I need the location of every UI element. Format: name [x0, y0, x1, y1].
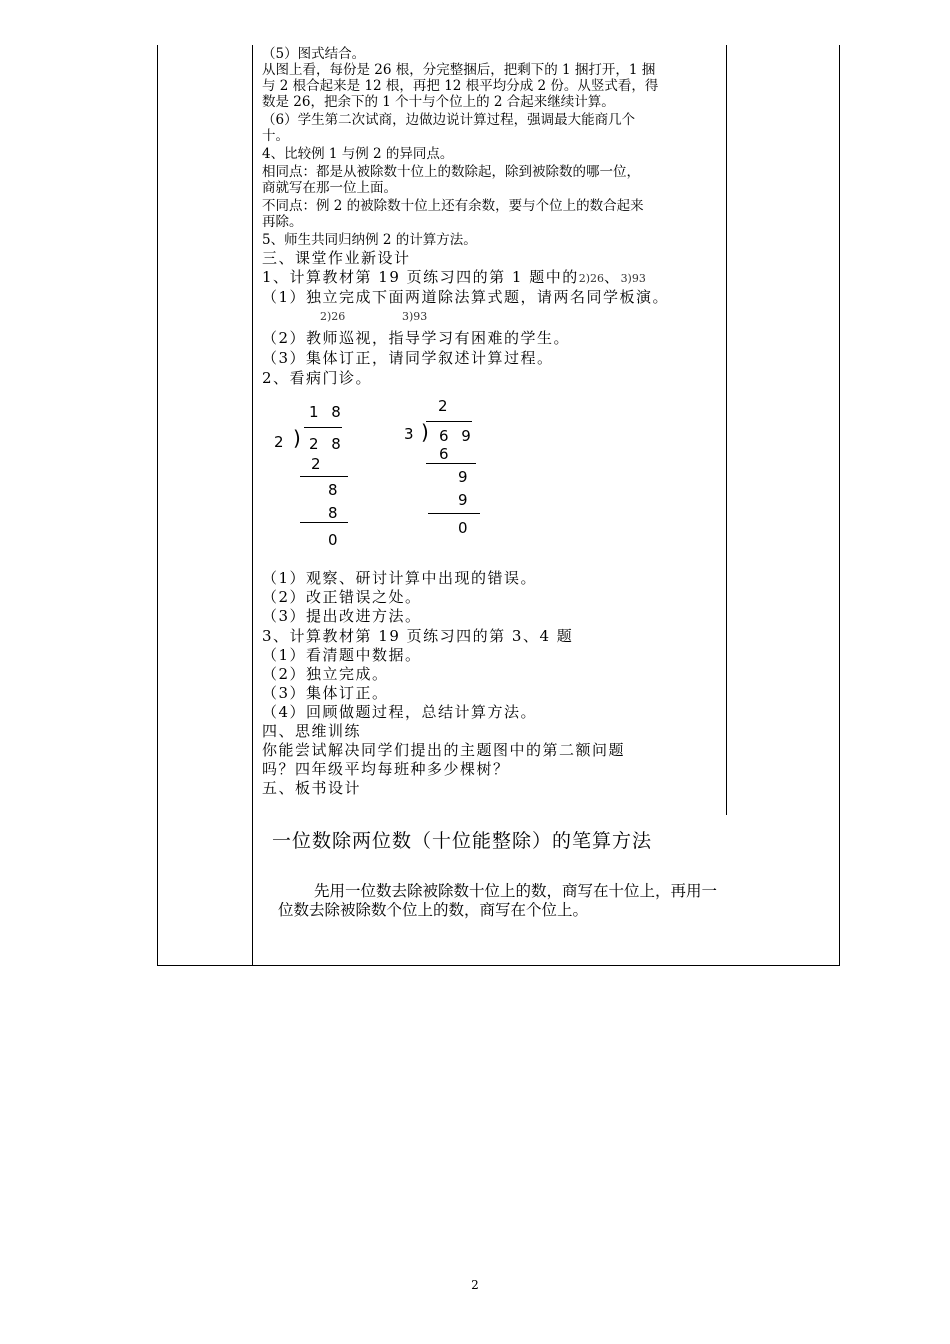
section-heading: 三、课堂作业新设计	[262, 249, 411, 267]
text-line: （2）教师巡视，指导学习有困难的学生。	[262, 329, 571, 347]
text-line: （2）改正错误之处。	[262, 588, 422, 606]
step-value: 6	[439, 445, 449, 463]
section-heading: 五、板书设计	[262, 779, 362, 797]
text-line: 4、比较例 1 与例 2 的异同点。	[262, 146, 454, 162]
step-value: 8	[328, 481, 338, 499]
text-line: 再除。	[262, 214, 303, 230]
exercise-intro: 1、计算教材第 19 页练习四的第 1 题中的	[262, 268, 579, 286]
text-line: （1）看清题中数据。	[262, 646, 422, 664]
remainder: 0	[328, 531, 338, 549]
text-line: （2）独立完成。	[262, 665, 389, 683]
text-line: 你能尝试解决同学们提出的主题图中的第二额问题	[262, 741, 626, 759]
subtraction-line	[300, 522, 348, 523]
text-line: （3）集体订正，请同学叙述计算过程。	[262, 349, 554, 367]
dividend: 6 9	[439, 427, 475, 445]
divisor: 2	[274, 433, 284, 451]
text-line: （5）图式结合。	[262, 46, 366, 62]
text-line: 相同点：都是从被除数十位上的数除起，除到被除数的哪一位，	[262, 164, 640, 180]
step-value: 8	[328, 504, 338, 522]
text-line: （4）回顾做题过程，总结计算方法。	[262, 703, 538, 721]
step-value: 9	[458, 491, 468, 509]
quotient: 2	[438, 397, 448, 415]
step-value: 2	[311, 455, 321, 473]
text-line: 2、看病门诊。	[262, 369, 373, 387]
column-divider	[252, 45, 253, 965]
subtraction-line	[428, 513, 480, 514]
text-line	[262, 268, 646, 288]
divisor: 3	[404, 425, 414, 443]
text-line: （1）观察、研讨计算中出现的错误。	[262, 569, 538, 587]
division-expression: 3)93	[402, 310, 428, 323]
text-line: （3）集体订正。	[262, 684, 389, 702]
text-line: 与 2 根合起来是 12 根，再把 12 根平均分成 2 份。从竖式看，得	[262, 78, 659, 94]
division-bracket: )	[293, 426, 301, 450]
remainder: 0	[458, 519, 468, 537]
text-line: （3）提出改进方法。	[262, 607, 422, 625]
text-line: 3、计算教材第 19 页练习四的第 3、4 题	[262, 627, 574, 645]
dividend: 2 8	[309, 435, 345, 453]
quotient: 1 8	[309, 403, 345, 421]
text-line: 从图上看，每份是 26 根，分完整捆后，把剩下的 1 捆打开，1 捆	[262, 62, 656, 78]
board-text: 先用一位数去除被除数十位上的数，商写在十位上，再用一位数去除被除数个位上的数，商写在个位上。	[278, 882, 718, 919]
text-line: 5、师生共同归纳例 2 的计算方法。	[262, 232, 477, 248]
division-bar	[426, 421, 472, 422]
division-expression: 2)26	[320, 310, 346, 323]
text-line: 商就写在那一位上面。	[262, 180, 397, 196]
page-number: 2	[471, 1278, 479, 1292]
subtraction-line	[300, 476, 348, 477]
text-line: （6）学生第二次试商，边做边说计算过程，强调最大能商几个	[262, 112, 636, 128]
division-expression: 2)26	[578, 272, 605, 285]
text-line: （1）独立完成下面两道除法算式题，请两名同学板演。	[262, 288, 670, 306]
text-line: 不同点：例 2 的被除数十位上还有余数，要与个位上的数合起来	[262, 198, 644, 214]
subtraction-line	[426, 463, 476, 464]
division-bracket: )	[421, 420, 429, 444]
division-expression: 3)93	[620, 272, 646, 285]
board-title: 一位数除两位数（十位能整除）的笔算方法	[272, 830, 653, 852]
column-divider-right	[726, 45, 727, 815]
text-line: 十。	[262, 128, 289, 144]
step-value: 9	[458, 468, 468, 486]
section-heading: 四、思维训练	[262, 722, 362, 740]
division-bar	[304, 427, 342, 428]
text-line: 吗？四年级平均每班种多少棵树？	[262, 760, 510, 778]
text-line: 数是 26，把余下的 1 个十与个位上的 2 合起来继续计算。	[262, 94, 615, 110]
separator: 、	[604, 268, 621, 286]
